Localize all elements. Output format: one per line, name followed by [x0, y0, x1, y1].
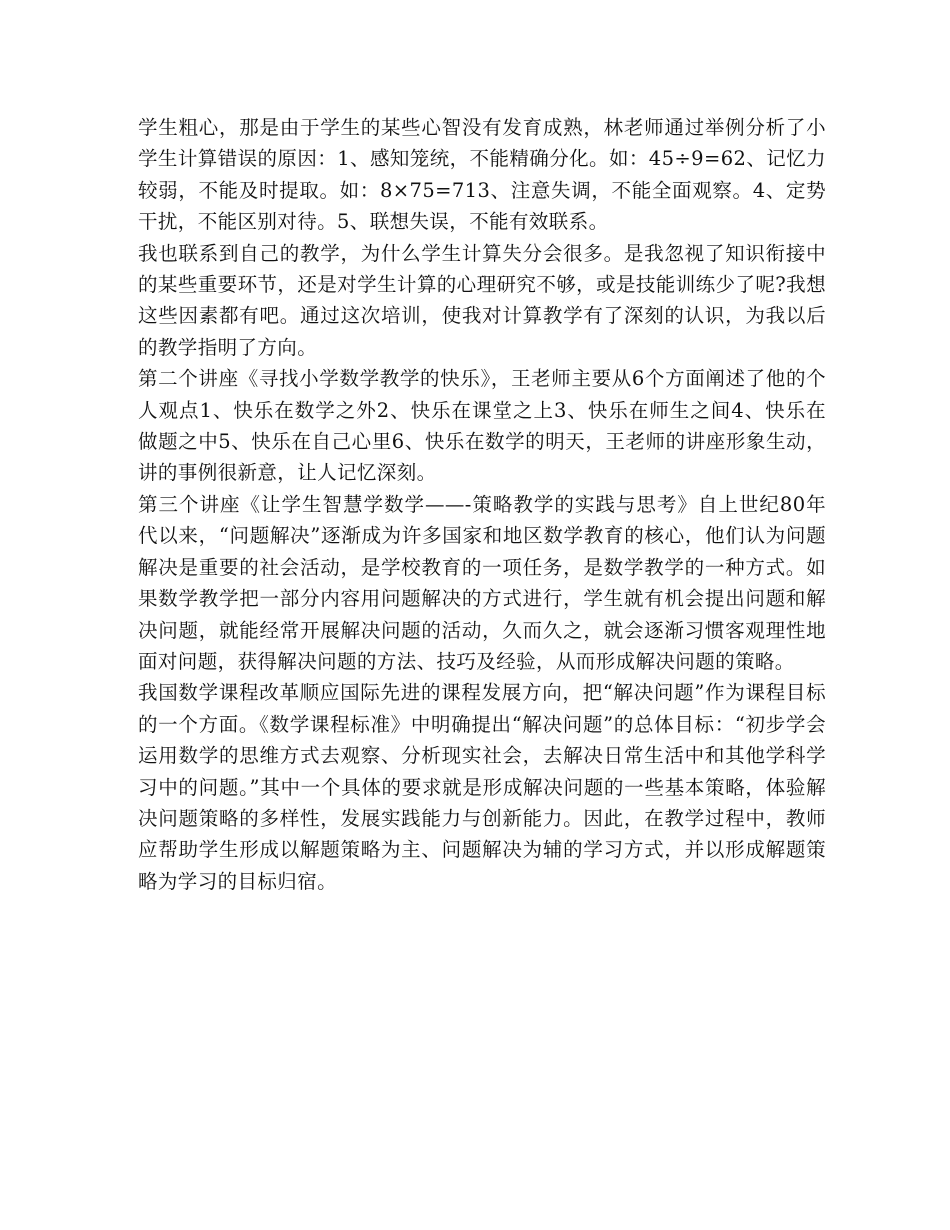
paragraph-curriculum-reform: 我国数学课程改革顺应国际先进的课程发展方向，把“解决问题”作为课程目标的一个方面。《数学课程标准》中明确提出“解决问题”的总体目标：“初步学会运用数学的思维方式去观察、分析现实社会，去解决日常生活中和其他学科学习中的问题。”其中一个具体的要求就是形成解决问题的一些基本策略，体验解决问题策略的多样性，发展实践能力与创新能力。因此，在教学过程中，教师应帮助学生形成以解题策略为主、问题解决为辅的学习方式，并以形成解题策略为学习的目标归宿。 [138, 681, 826, 893]
paragraph-self-reflection: 我也联系到自己的教学，为什么学生计算失分会很多。是我忽视了知识衔接中的某些重要环节，还是对学生计算的心理研究不够，或是技能训练少了呢?我想这些因素都有吧。通过这次培训，使我对计算教学有了深刻的认识，为我以后的教学指明了方向。 [138, 241, 826, 359]
paragraph-second-lecture: 第二个讲座《寻找小学数学教学的快乐》，王老师主要从6个方面阐述了他的个人观点1、快乐在数学之外2、快乐在课堂之上3、快乐在师生之间4、快乐在做题之中5、快乐在自己心里6、快乐在数学的明天，王老师的讲座形象生动，讲的事例很新意，让人记忆深刻。 [138, 367, 826, 485]
document-body [138, 112, 826, 897]
paragraph-third-lecture: 第三个讲座《让学生智慧学数学——-策略教学的实践与思考》自上世纪80年代以来，“问题解决”逐渐成为许多国家和地区数学教育的核心，他们认为问题解决是重要的社会活动，是学校教育的一项任务，是数学教学的一种方式。如果数学教学把一部分内容用问题解决的方式进行，学生就有机会提出问题和解决问题，就能经常开展解决问题的活动，久而久之，就会逐渐习惯客观理性地面对问题，获得解决问题的方法、技巧及经验，从而形成解决问题的策略。 [138, 492, 826, 673]
paragraph-learning-errors: 学生粗心，那是由于学生的某些心智没有发育成熟，林老师通过举例分析了小学生计算错误的原因：1、感知笼统，不能精确分化。如：45÷9=62、记忆力较弱，不能及时提取。如：8×75=713、注意失调，不能全面观察。4、定势干扰，不能区别对待。5、联想失误，不能有效联系。 [138, 116, 826, 234]
